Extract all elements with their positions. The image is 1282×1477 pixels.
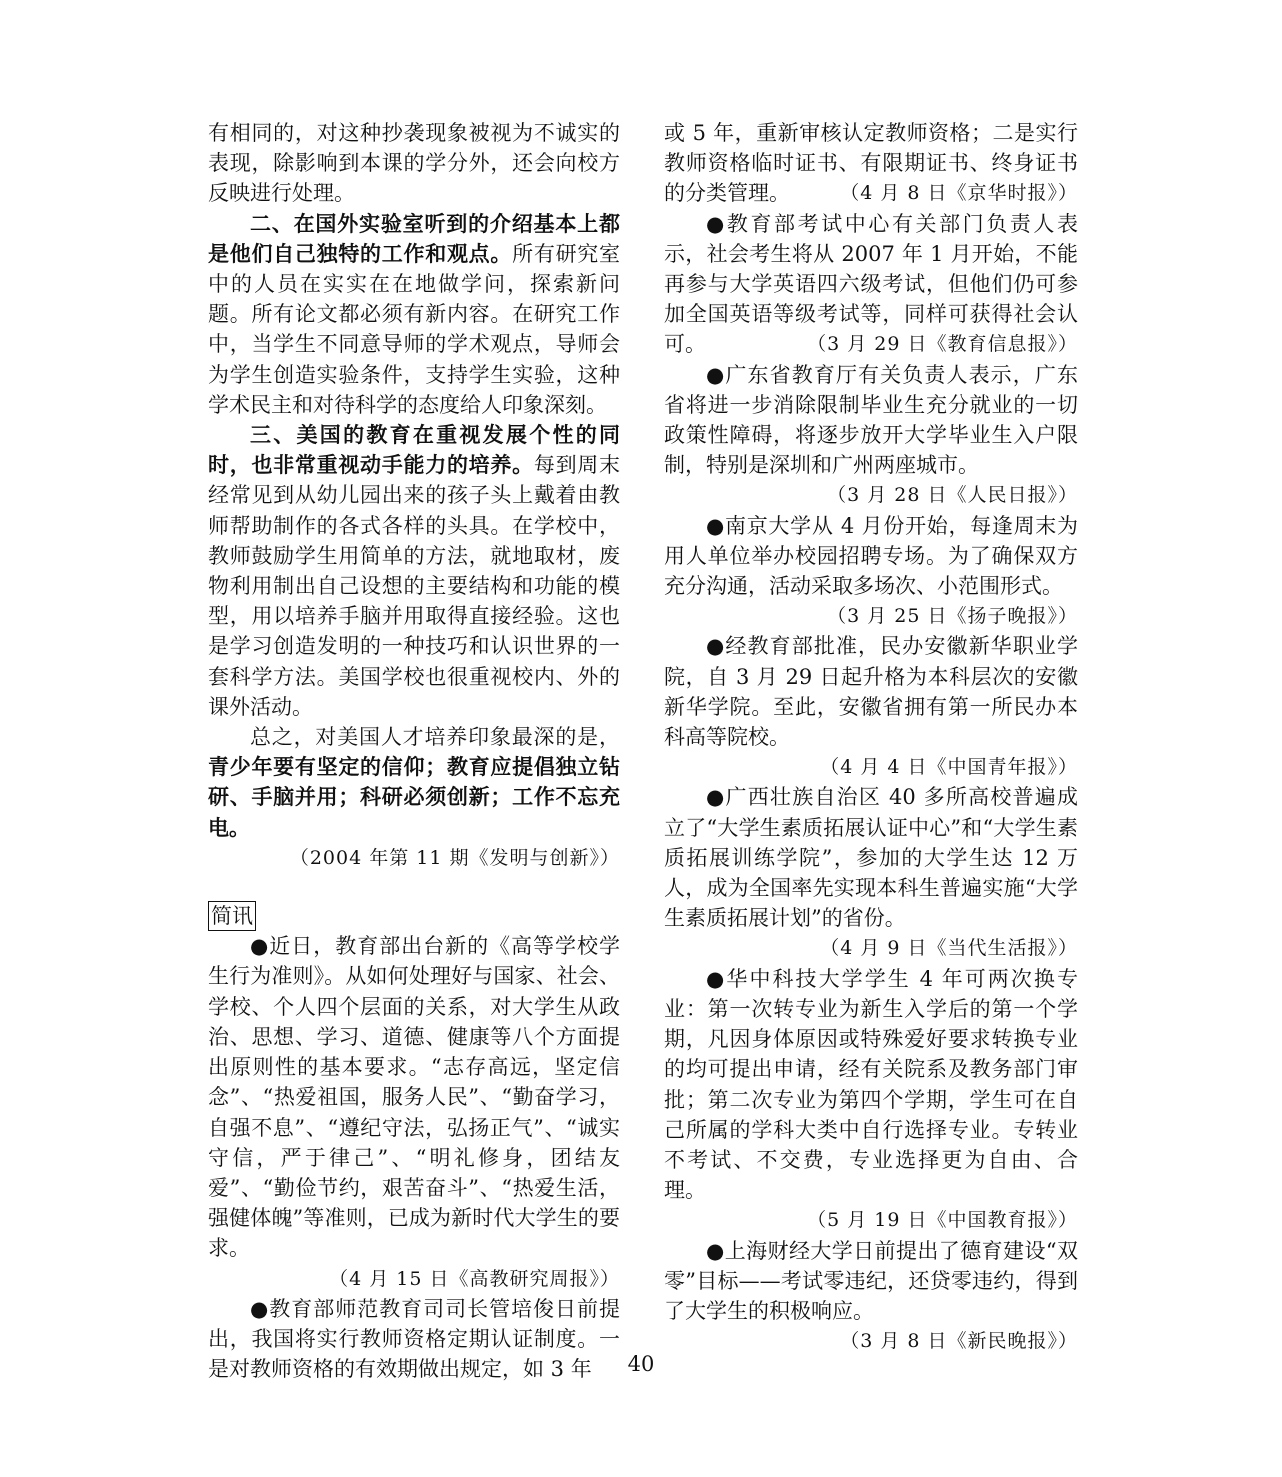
news-item <box>664 631 1078 779</box>
news-item-continued <box>664 118 1078 209</box>
page-number: 40 <box>627 1352 655 1376</box>
section-title-news: 简讯 <box>208 901 256 931</box>
source-citation: （4 月 8 日《京华时报》） <box>840 182 1078 205</box>
right-column <box>664 118 1078 1356</box>
heading-lab-work: 二、在国外实验室听到的介绍基本上都是他们自己独特的工作和观点。 <box>208 211 620 266</box>
conclusion-bold: 青少年要有坚定的信仰；教育应提倡独立钻研、手脑并用；科研必须创新；工作不忘充电。 <box>208 755 620 840</box>
news-item: ●南京大学从 4 月份开始，每逢周末为用人单位举办校园招聘专场。为了确保双方充分沟通，活动采取多场次、小范围形式。 <box>664 513 1078 599</box>
source-citation: （4 月 9 日《当代生活报》） <box>820 937 1078 960</box>
source-citation: （3 月 8 日《新民晚报》） <box>840 1330 1078 1353</box>
news-item: ●教育部师范教育司司长管培俊日前提出，我国将实行教师资格定期认证制度。一是对教师资格的有效期做出规定，如 3 年 <box>208 1296 620 1382</box>
source-citation: （3 月 25 日《扬子晚报》） <box>827 605 1078 628</box>
news-item: ●华中科技大学学生 4 年可两次换专业：第一次转专业为新生入学后的第一个学期，凡因身体原因或特殊爱好要求转换专业的均可提出申请，经有关院系及教务部门审批；第二次专业为第四个学期，学生可在自己所属的学科大类中自行选择专业。专转业不考试、不交费，专业选择更为自由、合理。 <box>664 966 1078 1203</box>
paragraph-hands-on <box>208 420 620 722</box>
paragraph-conclusion <box>208 722 620 869</box>
source-citation: （4 月 4 日《中国青年报》） <box>820 756 1078 779</box>
news-item-text: ●经教育部批准，民办安徽新华职业学院，自 3 月 29 日起升格为本科层次的安徽新华学院。至此，安徽省拥有第一所民办本科高等院校。 <box>664 634 1078 750</box>
news-item-text: ●教育部考试中心有关部门负责人表示，社会考生将从 2007 年 1 月开始，不能再参与大学英语四六级考试，但他们仍可参加全国英语等级考试等，同样可获得社会认可。 <box>664 211 1078 357</box>
paragraph-cheating: 有相同的，对这种抄袭现象被视为不诚实的表现，除影响到本课的学分外，还会向校方反映进行处理。 <box>208 121 620 206</box>
paragraph-lab-work <box>208 209 620 420</box>
left-column <box>208 118 620 1384</box>
source-citation: （2004 年第 11 期《发明与创新》） <box>289 846 620 869</box>
news-item <box>664 209 1078 360</box>
source-citation: （3 月 29 日《教育信息报》） <box>807 333 1078 356</box>
paragraph-lab-work-body: 所有研究室中的人员在实实在在地做学问，探索新问题。所有论文都必须有新内容。在研究工作中，当学生不同意导师的学术观点，导师会为学生创造实验条件，支持学生实验，这种学术民主和对待科学的态度给人印象深刻。 <box>208 241 621 417</box>
news-item: ●广西壮族自治区 40 多所高校普遍成立了“大学生素质拓展认证中心”和“大学生素质拓展训练学院”，参加的大学生达 12 万人，成为全国率先实现本科生普遍实施“大学生素质拓展计划”的省份。 <box>664 785 1078 931</box>
source-citation: （4 月 15 日《高教研究周报》） <box>329 1267 620 1290</box>
news-item: ●广东省教育厅有关负责人表示，广东省将进一步消除限制毕业生充分就业的一切政策性障碍，将逐步放开大学毕业生入户限制，特别是深圳和广州两座城市。 <box>664 362 1078 478</box>
news-item: ●上海财经大学日前提出了德育建设“双零”目标——考试零违纪，还贷零违约，得到了大学生的积极响应。 <box>664 1238 1078 1323</box>
source-citation: （3 月 28 日《人民日报》） <box>827 484 1078 507</box>
heading-hands-on: 三、美国的教育在重视发展个性的同时，也非常重视动手能力的培养。 <box>208 423 620 478</box>
conclusion-lead: 总之，对美国人才培养印象最深的是， <box>250 725 620 750</box>
source-citation: （5 月 19 日《中国教育报》） <box>807 1209 1078 1232</box>
paragraph-hands-on-body: 每到周末经常见到从幼儿园出来的孩子头上戴着由教师帮助制作的各式各样的头具。在学校中，教师鼓励学生用简单的方法，就地取材，废物利用制出自己设想的主要结构和功能的模型，用以培养手脑并用取得直接经验。这也是学习创造发明的一种技巧和认识世界的一套科学方法。美国学校也很重视校内、外的课外活动。 <box>208 453 621 719</box>
news-item: ●近日，教育部出台新的《高等学校学生行为准则》。从如何处理好与国家、社会、学校、个人四个层面的关系，对大学生从政治、思想、学习、道德、健康等八个方面提出原则性的基本要求。“志存高远，坚定信念”、“热爱祖国，服务人民”、“勤奋学习，自强不息”、“遵纪守法，弘扬正气”、“诚实守信，严于律己”、“明礼修身，团结友爱”、“勤俭节约，艰苦奋斗”、“热爱生活，强健体魄”等准则，已成为新时代大学生的要求。 <box>208 934 620 1261</box>
news-item-continued-text: 或 5 年，重新审核认定教师资格；二是实行教师资格临时证书、有限期证书、终身证书的分类管理。 <box>664 121 1078 206</box>
